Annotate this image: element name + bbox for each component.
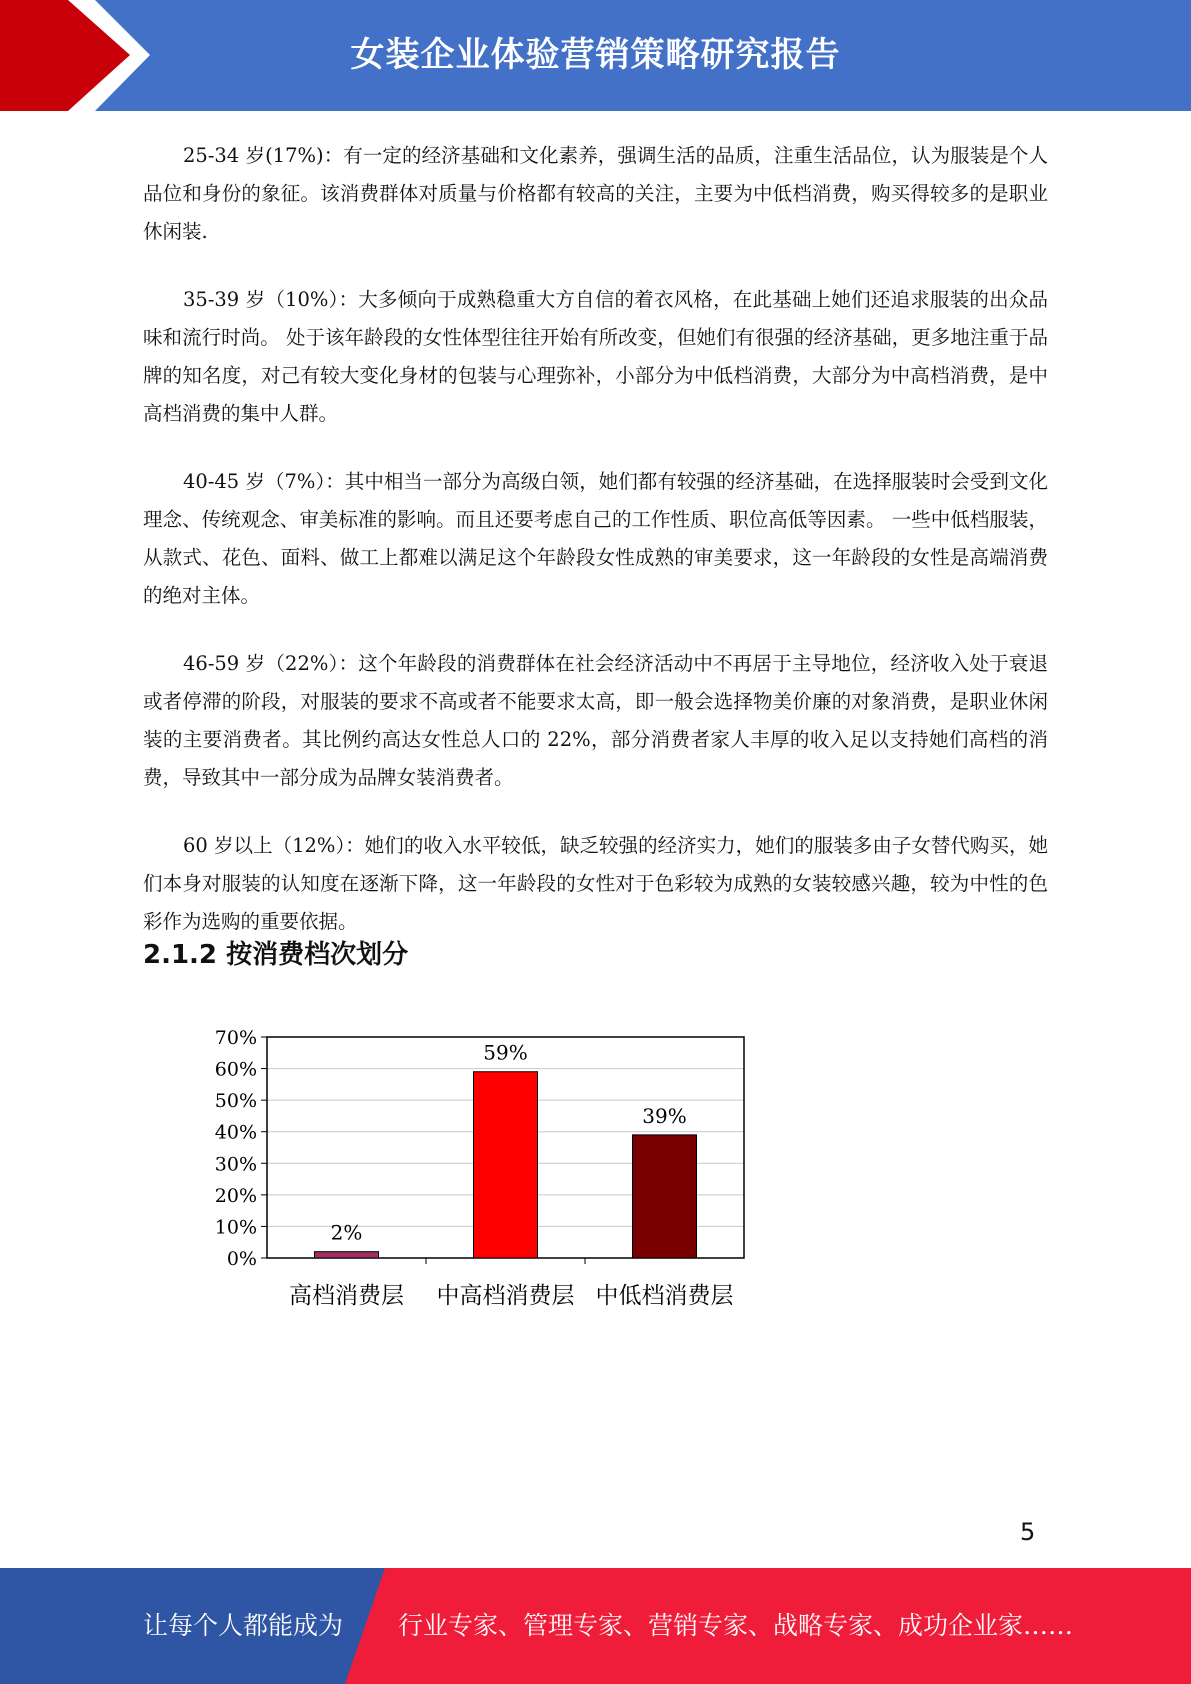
- x-tick-label: 高档消费层: [289, 1283, 404, 1309]
- data-label: 2%: [330, 1220, 363, 1245]
- consumption-level-bar-chart: [190, 1015, 750, 1315]
- bar: [633, 1135, 697, 1258]
- y-tick-label: 70%: [214, 1027, 257, 1049]
- bar: [315, 1252, 379, 1258]
- page-header: [0, 0, 1191, 111]
- page-number: 5: [1020, 1518, 1036, 1546]
- footer-slogan-right: 行业专家、管理专家、营销专家、战略专家、成功企业家……: [398, 1611, 1074, 1640]
- paragraph-age-60-plus: 60 岁以上（12%）：她们的收入水平较低，缺乏较强的经济实力，她们的服装多由子女替代购买，她们本身对服装的认知度在逐渐下降，这一年龄段的女性对于色彩较为成熟的女装较感兴趣，较为中性的色彩作为选购的重要依据。: [143, 834, 1048, 933]
- y-tick-label: 50%: [214, 1090, 257, 1113]
- y-tick-label: 40%: [214, 1121, 257, 1144]
- bar: [474, 1072, 538, 1258]
- y-tick-label: 10%: [214, 1216, 257, 1239]
- paragraph-age-35-39: 35-39 岁（10%）：大多倾向于成熟稳重大方自信的着衣风格，在此基础上她们还追求服装的出众品味和流行时尚。 处于该年龄段的女性体型往往开始有所改变，但她们有很强的经济基础，更多地注重于品牌的知名度，对己有较大变化身材的包装与心理弥补，小部分为中低档消费，大部分为中高档消费，是中高档消费的集中人群。: [143, 288, 1048, 425]
- y-tick-label: 60%: [214, 1058, 257, 1081]
- section-title: 2.1.2 按消费档次划分: [143, 940, 409, 970]
- y-tick-label: 20%: [214, 1184, 257, 1207]
- header-title: 女装企业体验营销策略研究报告: [350, 35, 841, 75]
- paragraph-age-25-34: 25-34 岁(17%)：有一定的经济基础和文化素养，强调生活的品质，注重生活品位，认为服装是个人品位和身份的象征。该消费群体对质量与价格都有较高的关注，主要为中低档消费，购买得较多的是职业休闲装.: [143, 144, 1048, 243]
- data-label: 59%: [483, 1040, 528, 1065]
- y-tick-label: 30%: [214, 1153, 257, 1176]
- body-content: [143, 137, 1048, 971]
- paragraph-age-46-59: 46-59 岁（22%）：这个年龄段的消费群体在社会经济活动中不再居于主导地位，经济收入处于衰退或者停滞的阶段，对服装的要求不高或者不能要求太高，即一般会选择物美价廉的对象消费，是职业休闲装的主要消费者。其比例约高达女性总人口的 22%，部分消费者家人丰厚的收入足以支持她们高档的消费，导致其中一部分成为品牌女装消费者。: [143, 652, 1048, 789]
- y-tick-label: 0%: [226, 1248, 257, 1270]
- x-tick-label: 中低档消费层: [595, 1283, 734, 1309]
- x-tick-label: 中高档消费层: [436, 1283, 575, 1309]
- data-label: 39%: [642, 1103, 687, 1128]
- footer-slogan-left: 让每个人都能成为: [143, 1611, 344, 1640]
- page-footer: [0, 1568, 1191, 1684]
- paragraph-age-40-45: 40-45 岁（7%）：其中相当一部分为高级白领，她们都有较强的经济基础，在选择服装时会受到文化理念、传统观念、审美标准的影响。而且还要考虑自己的工作性质、职位高低等因素。 一些中低档服装，从款式、花色、面料、做工上都难以满足这个年龄段女性成熟的审美要求，这一年龄段的女性是高端消费的绝对主体。: [143, 470, 1048, 607]
